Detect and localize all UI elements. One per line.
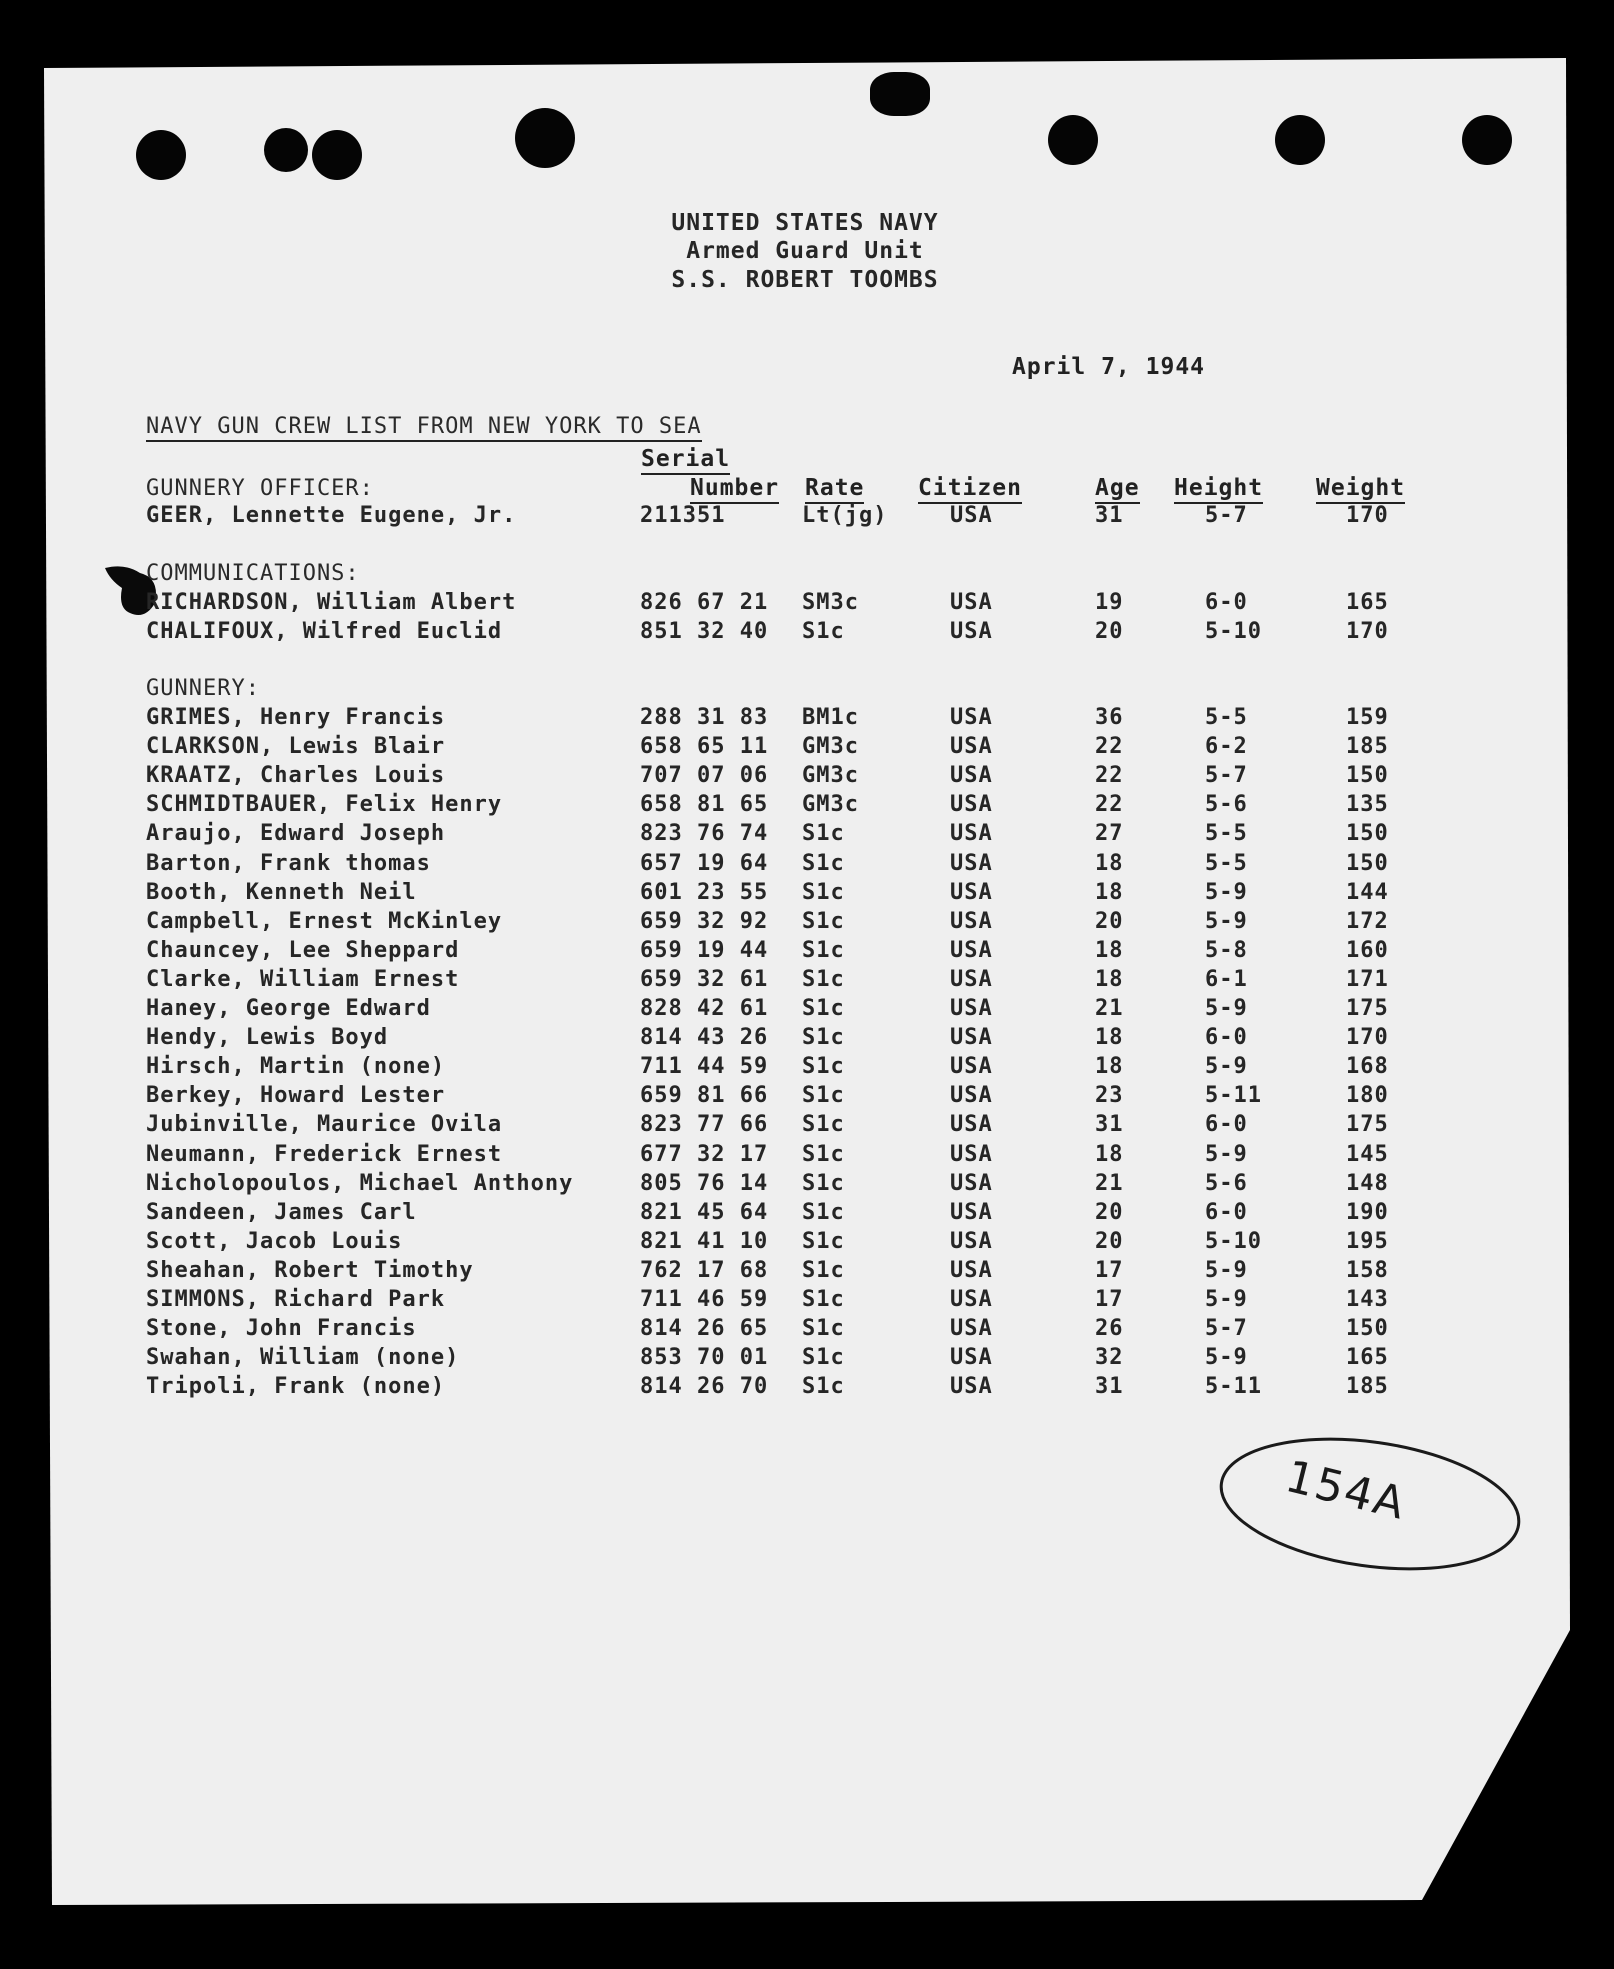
crew-weight: 158 [1346, 1258, 1389, 1283]
punch-hole [312, 130, 362, 180]
crew-age: 26 [1095, 1316, 1124, 1341]
crew-serial: 853 70 01 [640, 1345, 769, 1370]
crew-weight: 144 [1346, 880, 1389, 905]
crew-citizen: USA [950, 967, 993, 992]
crew-weight: 170 [1346, 1025, 1389, 1050]
crew-age: 31 [1095, 503, 1124, 528]
crew-height: 5-10 [1205, 619, 1262, 644]
crew-height: 5-7 [1205, 1316, 1248, 1341]
crew-age: 20 [1095, 1200, 1124, 1225]
crew-height: 5-7 [1205, 763, 1248, 788]
crew-rate: BM1c [802, 705, 859, 730]
crew-weight: 150 [1346, 763, 1389, 788]
crew-age: 21 [1095, 996, 1124, 1021]
crew-height: 5-9 [1205, 1258, 1248, 1283]
crew-height: 5-11 [1205, 1374, 1262, 1399]
crew-citizen: USA [950, 1054, 993, 1079]
section-label-gunnery-officer: GUNNERY OFFICER: [146, 476, 374, 501]
crew-height: 5-5 [1205, 705, 1248, 730]
crew-weight: 175 [1346, 996, 1389, 1021]
crew-name: SIMMONS, Richard Park [146, 1287, 446, 1312]
crew-serial: 711 46 59 [640, 1287, 769, 1312]
crew-citizen: USA [950, 1171, 993, 1196]
crew-serial: 823 76 74 [640, 821, 769, 846]
table-row [0, 1287, 1614, 1315]
table-row [0, 1229, 1614, 1257]
document-date: April 7, 1944 [1012, 354, 1206, 380]
crew-serial: 659 81 66 [640, 1083, 769, 1108]
table-row [0, 1054, 1614, 1082]
crew-rate: S1c [802, 1054, 845, 1079]
table-row [0, 1345, 1614, 1373]
table-row [0, 1083, 1614, 1111]
crew-age: 18 [1095, 967, 1124, 992]
crew-rate: S1c [802, 1112, 845, 1137]
crew-rate: S1c [802, 996, 845, 1021]
crew-name: Neumann, Frederick Ernest [146, 1142, 503, 1167]
crew-citizen: USA [950, 1025, 993, 1050]
crew-age: 18 [1095, 1142, 1124, 1167]
crew-name: Berkey, Howard Lester [146, 1083, 446, 1108]
crew-height: 5-5 [1205, 821, 1248, 846]
crew-serial: 658 65 11 [640, 734, 769, 759]
crew-serial: 677 32 17 [640, 1142, 769, 1167]
table-row [0, 996, 1614, 1024]
crew-height: 6-0 [1205, 1200, 1248, 1225]
table-row [0, 792, 1614, 820]
table-row [0, 909, 1614, 937]
crew-age: 27 [1095, 821, 1124, 846]
header-line-1: UNITED STATES NAVY [671, 210, 939, 236]
crew-rate: GM3c [802, 734, 859, 759]
crew-name: Swahan, William (none) [146, 1345, 460, 1370]
crew-rate: S1c [802, 1083, 845, 1108]
crew-age: 19 [1095, 590, 1124, 615]
punch-hole [1275, 115, 1325, 165]
crew-rate: S1c [802, 909, 845, 934]
crew-weight: 145 [1346, 1142, 1389, 1167]
crew-serial: 601 23 55 [640, 880, 769, 905]
crew-citizen: USA [950, 880, 993, 905]
crew-serial: 821 41 10 [640, 1229, 769, 1254]
column-header-height: Height [1174, 475, 1263, 504]
crew-citizen: USA [950, 821, 993, 846]
crew-name: Hirsch, Martin (none) [146, 1054, 446, 1079]
table-row [0, 1316, 1614, 1344]
crew-name: Hendy, Lewis Boyd [146, 1025, 389, 1050]
crew-name: Barton, Frank thomas [146, 851, 431, 876]
crew-citizen: USA [950, 1229, 993, 1254]
crew-name: Scott, Jacob Louis [146, 1229, 403, 1254]
header-line-2: Armed Guard Unit [686, 238, 924, 264]
crew-weight: 171 [1346, 967, 1389, 992]
table-row [0, 821, 1614, 849]
crew-serial: 814 43 26 [640, 1025, 769, 1050]
crew-height: 5-6 [1205, 792, 1248, 817]
crew-name: Jubinville, Maurice Ovila [146, 1112, 503, 1137]
crew-citizen: USA [950, 1142, 993, 1167]
section-label-gunnery: GUNNERY: [146, 676, 260, 701]
crew-rate: S1c [802, 1345, 845, 1370]
table-row [0, 590, 1614, 618]
handwritten-note: 154A [1280, 1450, 1412, 1531]
crew-citizen: USA [950, 619, 993, 644]
table-row [0, 1025, 1614, 1053]
column-header-number: Number [690, 475, 779, 504]
crew-citizen: USA [950, 1316, 993, 1341]
crew-name: Sandeen, James Carl [146, 1200, 417, 1225]
crew-weight: 148 [1346, 1171, 1389, 1196]
crew-rate: Lt(jg) [802, 503, 888, 528]
crew-serial: 657 19 64 [640, 851, 769, 876]
table-row [0, 763, 1614, 791]
crew-serial: 288 31 83 [640, 705, 769, 730]
punch-hole [515, 108, 575, 168]
crew-weight: 172 [1346, 909, 1389, 934]
crew-citizen: USA [950, 1345, 993, 1370]
crew-height: 5-10 [1205, 1229, 1262, 1254]
crew-name: Booth, Kenneth Neil [146, 880, 417, 905]
crew-weight: 195 [1346, 1229, 1389, 1254]
crew-weight: 168 [1346, 1054, 1389, 1079]
crew-citizen: USA [950, 1112, 993, 1137]
crew-rate: GM3c [802, 792, 859, 817]
crew-age: 18 [1095, 1025, 1124, 1050]
crew-age: 20 [1095, 619, 1124, 644]
table-row [0, 1200, 1614, 1228]
crew-serial: 211351 [640, 503, 726, 528]
table-row [0, 503, 1614, 531]
punch-hole [1462, 115, 1512, 165]
crew-height: 6-0 [1205, 1112, 1248, 1137]
crew-rate: GM3c [802, 763, 859, 788]
table-row [0, 1258, 1614, 1286]
crew-serial: 814 26 70 [640, 1374, 769, 1399]
crew-name: Tripoli, Frank (none) [146, 1374, 446, 1399]
crew-age: 22 [1095, 734, 1124, 759]
crew-name: GRIMES, Henry Francis [146, 705, 446, 730]
punch-hole [264, 128, 308, 172]
crew-serial: 659 32 92 [640, 909, 769, 934]
crew-name: Campbell, Ernest McKinley [146, 909, 503, 934]
crew-name: CHALIFOUX, Wilfred Euclid [146, 619, 503, 644]
crew-name: SCHMIDTBAUER, Felix Henry [146, 792, 503, 817]
table-row [0, 1171, 1614, 1199]
crew-serial: 805 76 14 [640, 1171, 769, 1196]
crew-age: 18 [1095, 880, 1124, 905]
crew-citizen: USA [950, 996, 993, 1021]
crew-serial: 814 26 65 [640, 1316, 769, 1341]
crew-citizen: USA [950, 1287, 993, 1312]
table-row [0, 851, 1614, 879]
crew-rate: S1c [802, 821, 845, 846]
crew-height: 5-11 [1205, 1083, 1262, 1108]
crew-name: GEER, Lennette Eugene, Jr. [146, 503, 517, 528]
crew-height: 5-9 [1205, 1345, 1248, 1370]
crew-serial: 826 67 21 [640, 590, 769, 615]
crew-citizen: USA [950, 938, 993, 963]
crew-rate: S1c [802, 880, 845, 905]
punch-hole [870, 72, 930, 116]
crew-weight: 150 [1346, 851, 1389, 876]
crew-height: 5-9 [1205, 909, 1248, 934]
crew-height: 6-2 [1205, 734, 1248, 759]
crew-name: Araujo, Edward Joseph [146, 821, 446, 846]
crew-rate: S1c [802, 967, 845, 992]
crew-weight: 170 [1346, 619, 1389, 644]
crew-serial: 711 44 59 [640, 1054, 769, 1079]
crew-serial: 659 32 61 [640, 967, 769, 992]
crew-weight: 143 [1346, 1287, 1389, 1312]
crew-age: 23 [1095, 1083, 1124, 1108]
crew-citizen: USA [950, 1083, 993, 1108]
crew-name: Stone, John Francis [146, 1316, 417, 1341]
crew-citizen: USA [950, 503, 993, 528]
crew-weight: 175 [1346, 1112, 1389, 1137]
crew-height: 5-8 [1205, 938, 1248, 963]
column-header-weight: Weight [1316, 475, 1405, 504]
crew-serial: 821 45 64 [640, 1200, 769, 1225]
crew-citizen: USA [950, 763, 993, 788]
crew-height: 5-5 [1205, 851, 1248, 876]
crew-height: 5-9 [1205, 1287, 1248, 1312]
crew-name: Chauncey, Lee Sheppard [146, 938, 460, 963]
crew-age: 20 [1095, 909, 1124, 934]
crew-citizen: USA [950, 705, 993, 730]
document-title: NAVY GUN CREW LIST FROM NEW YORK TO SEA [146, 414, 702, 442]
crew-name: Haney, George Edward [146, 996, 431, 1021]
crew-weight: 159 [1346, 705, 1389, 730]
crew-serial: 851 32 40 [640, 619, 769, 644]
crew-height: 6-0 [1205, 1025, 1248, 1050]
crew-weight: 185 [1346, 734, 1389, 759]
crew-age: 17 [1095, 1287, 1124, 1312]
crew-citizen: USA [950, 590, 993, 615]
crew-citizen: USA [950, 1374, 993, 1399]
crew-weight: 180 [1346, 1083, 1389, 1108]
table-row [0, 619, 1614, 647]
section-label-communications: COMMUNICATIONS: [146, 561, 360, 586]
table-row [0, 705, 1614, 733]
punch-hole [1048, 115, 1098, 165]
header-line-3: S.S. ROBERT TOOMBS [671, 267, 939, 293]
crew-serial: 823 77 66 [640, 1112, 769, 1137]
crew-height: 5-9 [1205, 880, 1248, 905]
crew-weight: 135 [1346, 792, 1389, 817]
crew-name: CLARKSON, Lewis Blair [146, 734, 446, 759]
crew-name: Sheahan, Robert Timothy [146, 1258, 474, 1283]
crew-name: RICHARDSON, William Albert [146, 590, 517, 615]
crew-name: KRAATZ, Charles Louis [146, 763, 446, 788]
column-header-age: Age [1095, 475, 1140, 504]
crew-weight: 160 [1346, 938, 1389, 963]
crew-height: 6-0 [1205, 590, 1248, 615]
crew-age: 31 [1095, 1374, 1124, 1399]
crew-age: 22 [1095, 763, 1124, 788]
crew-age: 31 [1095, 1112, 1124, 1137]
table-row [0, 1374, 1614, 1402]
crew-height: 5-9 [1205, 1054, 1248, 1079]
crew-citizen: USA [950, 909, 993, 934]
crew-age: 18 [1095, 1054, 1124, 1079]
crew-rate: S1c [802, 1200, 845, 1225]
column-header-citizen: Citizen [918, 475, 1022, 504]
crew-citizen: USA [950, 734, 993, 759]
crew-age: 22 [1095, 792, 1124, 817]
table-row [0, 967, 1614, 995]
crew-weight: 190 [1346, 1200, 1389, 1225]
column-header-rate: Rate [805, 475, 864, 504]
crew-age: 36 [1095, 705, 1124, 730]
crew-name: Nicholopoulos, Michael Anthony [146, 1171, 574, 1196]
crew-citizen: USA [950, 1200, 993, 1225]
crew-serial: 762 17 68 [640, 1258, 769, 1283]
crew-height: 5-6 [1205, 1171, 1248, 1196]
crew-rate: S1c [802, 938, 845, 963]
crew-rate: S1c [802, 1142, 845, 1167]
crew-rate: S1c [802, 1374, 845, 1399]
crew-rate: S1c [802, 1258, 845, 1283]
crew-rate: S1c [802, 851, 845, 876]
table-row [0, 734, 1614, 762]
table-row [0, 1112, 1614, 1140]
crew-rate: S1c [802, 1287, 845, 1312]
crew-height: 5-9 [1205, 996, 1248, 1021]
crew-height: 5-9 [1205, 1142, 1248, 1167]
crew-rate: S1c [802, 1171, 845, 1196]
crew-serial: 659 19 44 [640, 938, 769, 963]
crew-weight: 150 [1346, 821, 1389, 846]
crew-age: 32 [1095, 1345, 1124, 1370]
crew-serial: 707 07 06 [640, 763, 769, 788]
crew-rate: SM3c [802, 590, 859, 615]
crew-rate: S1c [802, 1229, 845, 1254]
crew-age: 20 [1095, 1229, 1124, 1254]
crew-weight: 150 [1346, 1316, 1389, 1341]
crew-weight: 165 [1346, 590, 1389, 615]
crew-name: Clarke, William Ernest [146, 967, 460, 992]
column-header-serial: Serial [641, 446, 730, 475]
table-row [0, 938, 1614, 966]
crew-weight: 165 [1346, 1345, 1389, 1370]
crew-age: 18 [1095, 938, 1124, 963]
crew-age: 18 [1095, 851, 1124, 876]
crew-citizen: USA [950, 1258, 993, 1283]
punch-hole [136, 130, 186, 180]
table-row [0, 1142, 1614, 1170]
crew-rate: S1c [802, 1025, 845, 1050]
crew-serial: 828 42 61 [640, 996, 769, 1021]
crew-age: 21 [1095, 1171, 1124, 1196]
crew-serial: 658 81 65 [640, 792, 769, 817]
crew-rate: S1c [802, 619, 845, 644]
crew-citizen: USA [950, 851, 993, 876]
crew-age: 17 [1095, 1258, 1124, 1283]
crew-height: 5-7 [1205, 503, 1248, 528]
crew-citizen: USA [950, 792, 993, 817]
crew-height: 6-1 [1205, 967, 1248, 992]
crew-weight: 170 [1346, 503, 1389, 528]
crew-weight: 185 [1346, 1374, 1389, 1399]
table-row [0, 880, 1614, 908]
crew-rate: S1c [802, 1316, 845, 1341]
